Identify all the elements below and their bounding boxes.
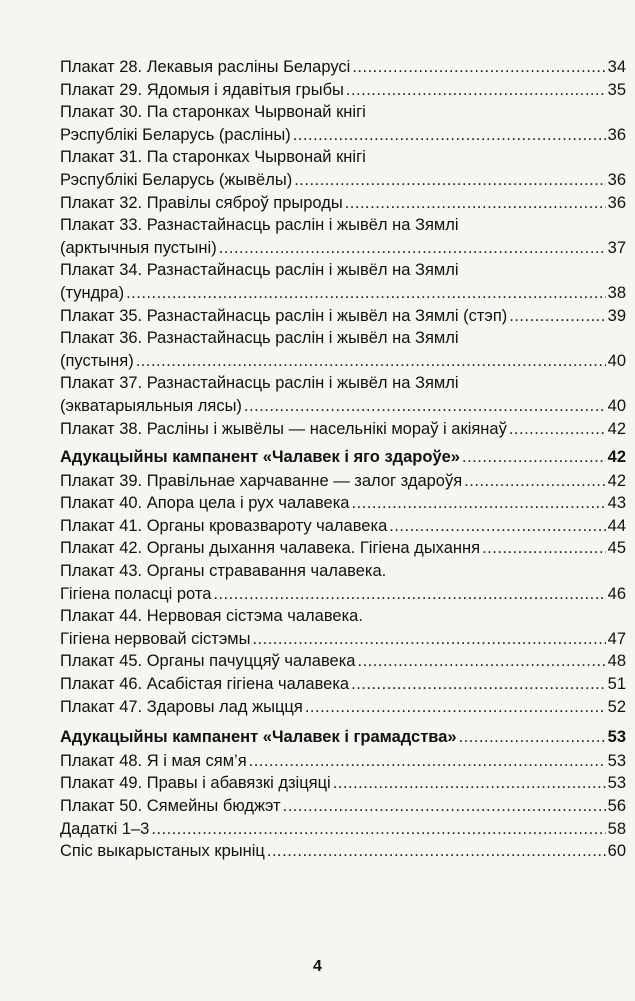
toc-entry [60, 650, 626, 673]
toc-entry [60, 418, 626, 441]
toc-entry-title: Плакат 30. Па старонках Чырвонай кнігі [60, 103, 366, 122]
dot-leader [509, 305, 605, 328]
dot-leader [244, 395, 606, 418]
dot-leader [219, 237, 606, 260]
dot-leader [249, 750, 606, 773]
toc-entry [60, 750, 626, 773]
toc-entry-title: (экватарыяльныя лясы) [60, 396, 242, 415]
toc-entry [60, 395, 626, 418]
dot-leader [126, 282, 606, 305]
dot-leader [459, 726, 606, 749]
toc-entry-page: 36 [607, 125, 626, 144]
toc-entry [60, 101, 626, 124]
toc-entry-title: Плакат 47. Здаровы лад жыцця [60, 697, 303, 716]
toc-entry [60, 515, 626, 538]
toc-entry [60, 772, 626, 795]
toc-entry-title: Плакат 45. Органы пачуццяў чалавека [60, 652, 356, 671]
toc-entry-page: 42 [607, 471, 626, 490]
toc-entry-page: 53 [607, 728, 626, 747]
dot-leader [213, 583, 605, 606]
table-of-contents [60, 56, 626, 863]
toc-entry [60, 350, 626, 373]
toc-entry [60, 492, 626, 515]
toc-entry [60, 673, 626, 696]
dot-leader [345, 192, 606, 215]
toc-entry [60, 840, 626, 863]
dot-leader [333, 772, 606, 795]
toc-entry-title: Плакат 50. Сямейны бюджэт [60, 797, 281, 815]
toc-entry-title: Плакат 38. Расліны і жывёлы — насельнікі мораў і акіянаў [60, 419, 507, 438]
toc-entry-title: Плакат 48. Я і мая сям’я [60, 751, 247, 770]
page-number: 4 [313, 958, 322, 975]
toc-entry-title: (тундра) [60, 283, 125, 302]
toc-entry-page: 56 [607, 797, 626, 815]
toc-entry [60, 259, 626, 282]
toc-entry-page: 42 [607, 448, 626, 467]
toc-entry-title: Плакат 41. Органы кровазвароту чалавека [60, 516, 388, 535]
toc-entry-title: (арктычныя пустыні) [60, 238, 217, 257]
toc-entry-title: (пустыня) [60, 351, 134, 370]
toc-entry-page: 53 [607, 751, 626, 770]
dot-leader [252, 628, 605, 651]
toc-entry-title: Плакат 43. Органы стрававання чалавека. [60, 562, 387, 581]
toc-entry-title: Плакат 35. Разнастайнасць раслін і жывёл на Зямлі (стэп) [60, 306, 508, 325]
toc-entry [60, 79, 626, 102]
toc-entry [60, 146, 626, 169]
dot-leader [346, 79, 606, 102]
toc-entry-page: 42 [607, 419, 626, 438]
dot-leader [351, 673, 606, 696]
toc-entry-page: 38 [607, 283, 626, 302]
toc-entry-title: Дадаткі 1–3 [60, 819, 150, 838]
toc-entry-title: Рэспублікі Беларусь (расліны) [60, 125, 291, 144]
dot-leader [293, 124, 606, 147]
toc-entry-page: 48 [607, 652, 626, 671]
dot-leader [294, 169, 605, 192]
toc-entry-title: Плакат 49. Правы і абавязкі дзіцяці [60, 774, 331, 793]
toc-entry [60, 537, 626, 560]
toc-entry-title: Плакат 32. Правілы сяброў прыроды [60, 193, 343, 212]
toc-entry-page: 45 [607, 539, 626, 558]
toc-entry-page: 39 [607, 306, 626, 325]
dot-leader [136, 350, 606, 373]
toc-entry [60, 818, 626, 841]
dot-leader [357, 650, 605, 673]
toc-entry-title: Плакат 40. Апора цела і рух чалавека [60, 494, 350, 513]
toc-entry [60, 56, 626, 79]
toc-entry [60, 282, 626, 305]
toc-entry-title: Плакат 33. Разнастайнасць раслін і жывёл на Зямлі [60, 216, 459, 235]
toc-entry-page: 34 [607, 58, 626, 76]
toc-entry-page: 37 [607, 238, 626, 257]
toc-entry [60, 305, 626, 328]
toc-section-heading [60, 726, 626, 749]
toc-entry-page: 52 [607, 697, 626, 716]
toc-entry [60, 124, 626, 147]
dot-leader [389, 515, 605, 538]
toc-entry-page: 35 [607, 80, 626, 99]
dot-leader [462, 446, 606, 469]
toc-entry-title: Плакат 34. Разнастайнасць раслін і жывёл на Зямлі [60, 261, 459, 280]
toc-entry-page: 43 [607, 494, 626, 513]
dot-leader [351, 492, 605, 515]
toc-entry-title: Спіс выкарыстаных крыніц [60, 842, 265, 861]
dot-leader [305, 696, 606, 719]
toc-entry-title: Плакат 36. Разнастайнасць раслін і жывёл на Зямлі [60, 329, 459, 348]
toc-entry-page: 51 [607, 675, 626, 694]
dot-leader [267, 840, 606, 863]
toc-entry-title: Плакат 31. Па старонках Чырвонай кнігі [60, 148, 366, 167]
toc-entry-title: Адукацыйны кампанент «Чалавек і грамадства» [60, 728, 457, 747]
toc-entry [60, 192, 626, 215]
toc-entry [60, 560, 626, 583]
toc-entry-title: Плакат 44. Нервовая сістэма чалавека. [60, 607, 363, 626]
toc-entry-title: Плакат 46. Асабістая гігіена чалавека [60, 675, 350, 694]
toc-entry-title: Адукацыйны кампанент «Чалавек і яго здароўе» [60, 448, 460, 467]
dot-leader [151, 818, 605, 841]
toc-entry-page: 60 [607, 842, 626, 861]
toc-entry-page: 47 [607, 629, 626, 648]
toc-entry-title: Плакат 28. Лекавыя расліны Беларусі [60, 58, 351, 76]
toc-entry-title: Рэспублікі Беларусь (жывёлы) [60, 170, 293, 189]
toc-entry-title: Гігіена нервовай сістэмы [60, 629, 251, 648]
toc-entry [60, 214, 626, 237]
dot-leader [482, 537, 606, 560]
dot-leader [509, 418, 606, 441]
dot-leader [352, 56, 605, 79]
toc-entry-title: Плакат 39. Правільнае харчаванне — залог здароўя [60, 471, 463, 490]
toc-entry-title: Гігіена поласці рота [60, 584, 212, 603]
toc-entry-page: 40 [607, 351, 626, 370]
toc-entry-title: Плакат 42. Органы дыхання чалавека. Гігіена дыхання [60, 539, 481, 558]
toc-entry [60, 237, 626, 260]
dot-leader [283, 795, 606, 818]
toc-section-heading [60, 446, 626, 469]
toc-entry-title: Плакат 37. Разнастайнасць раслін і жывёл на Зямлі [60, 374, 459, 393]
toc-entry-page: 58 [607, 819, 626, 838]
toc-entry [60, 696, 626, 719]
toc-entry [60, 795, 626, 818]
toc-entry [60, 583, 626, 606]
toc-entry [60, 605, 626, 628]
toc-entry-page: 53 [607, 774, 626, 793]
toc-entry-page: 36 [607, 170, 626, 189]
toc-entry-page: 46 [607, 584, 626, 603]
toc-entry [60, 169, 626, 192]
toc-entry-page: 36 [607, 193, 626, 212]
toc-entry-page: 40 [607, 396, 626, 415]
toc-entry-title: Плакат 29. Ядомыя і ядавітыя грыбы [60, 80, 344, 99]
dot-leader [464, 470, 605, 493]
toc-entry [60, 628, 626, 651]
toc-entry [60, 470, 626, 493]
toc-entry-page: 44 [607, 516, 626, 535]
toc-entry [60, 372, 626, 395]
toc-entry [60, 327, 626, 350]
